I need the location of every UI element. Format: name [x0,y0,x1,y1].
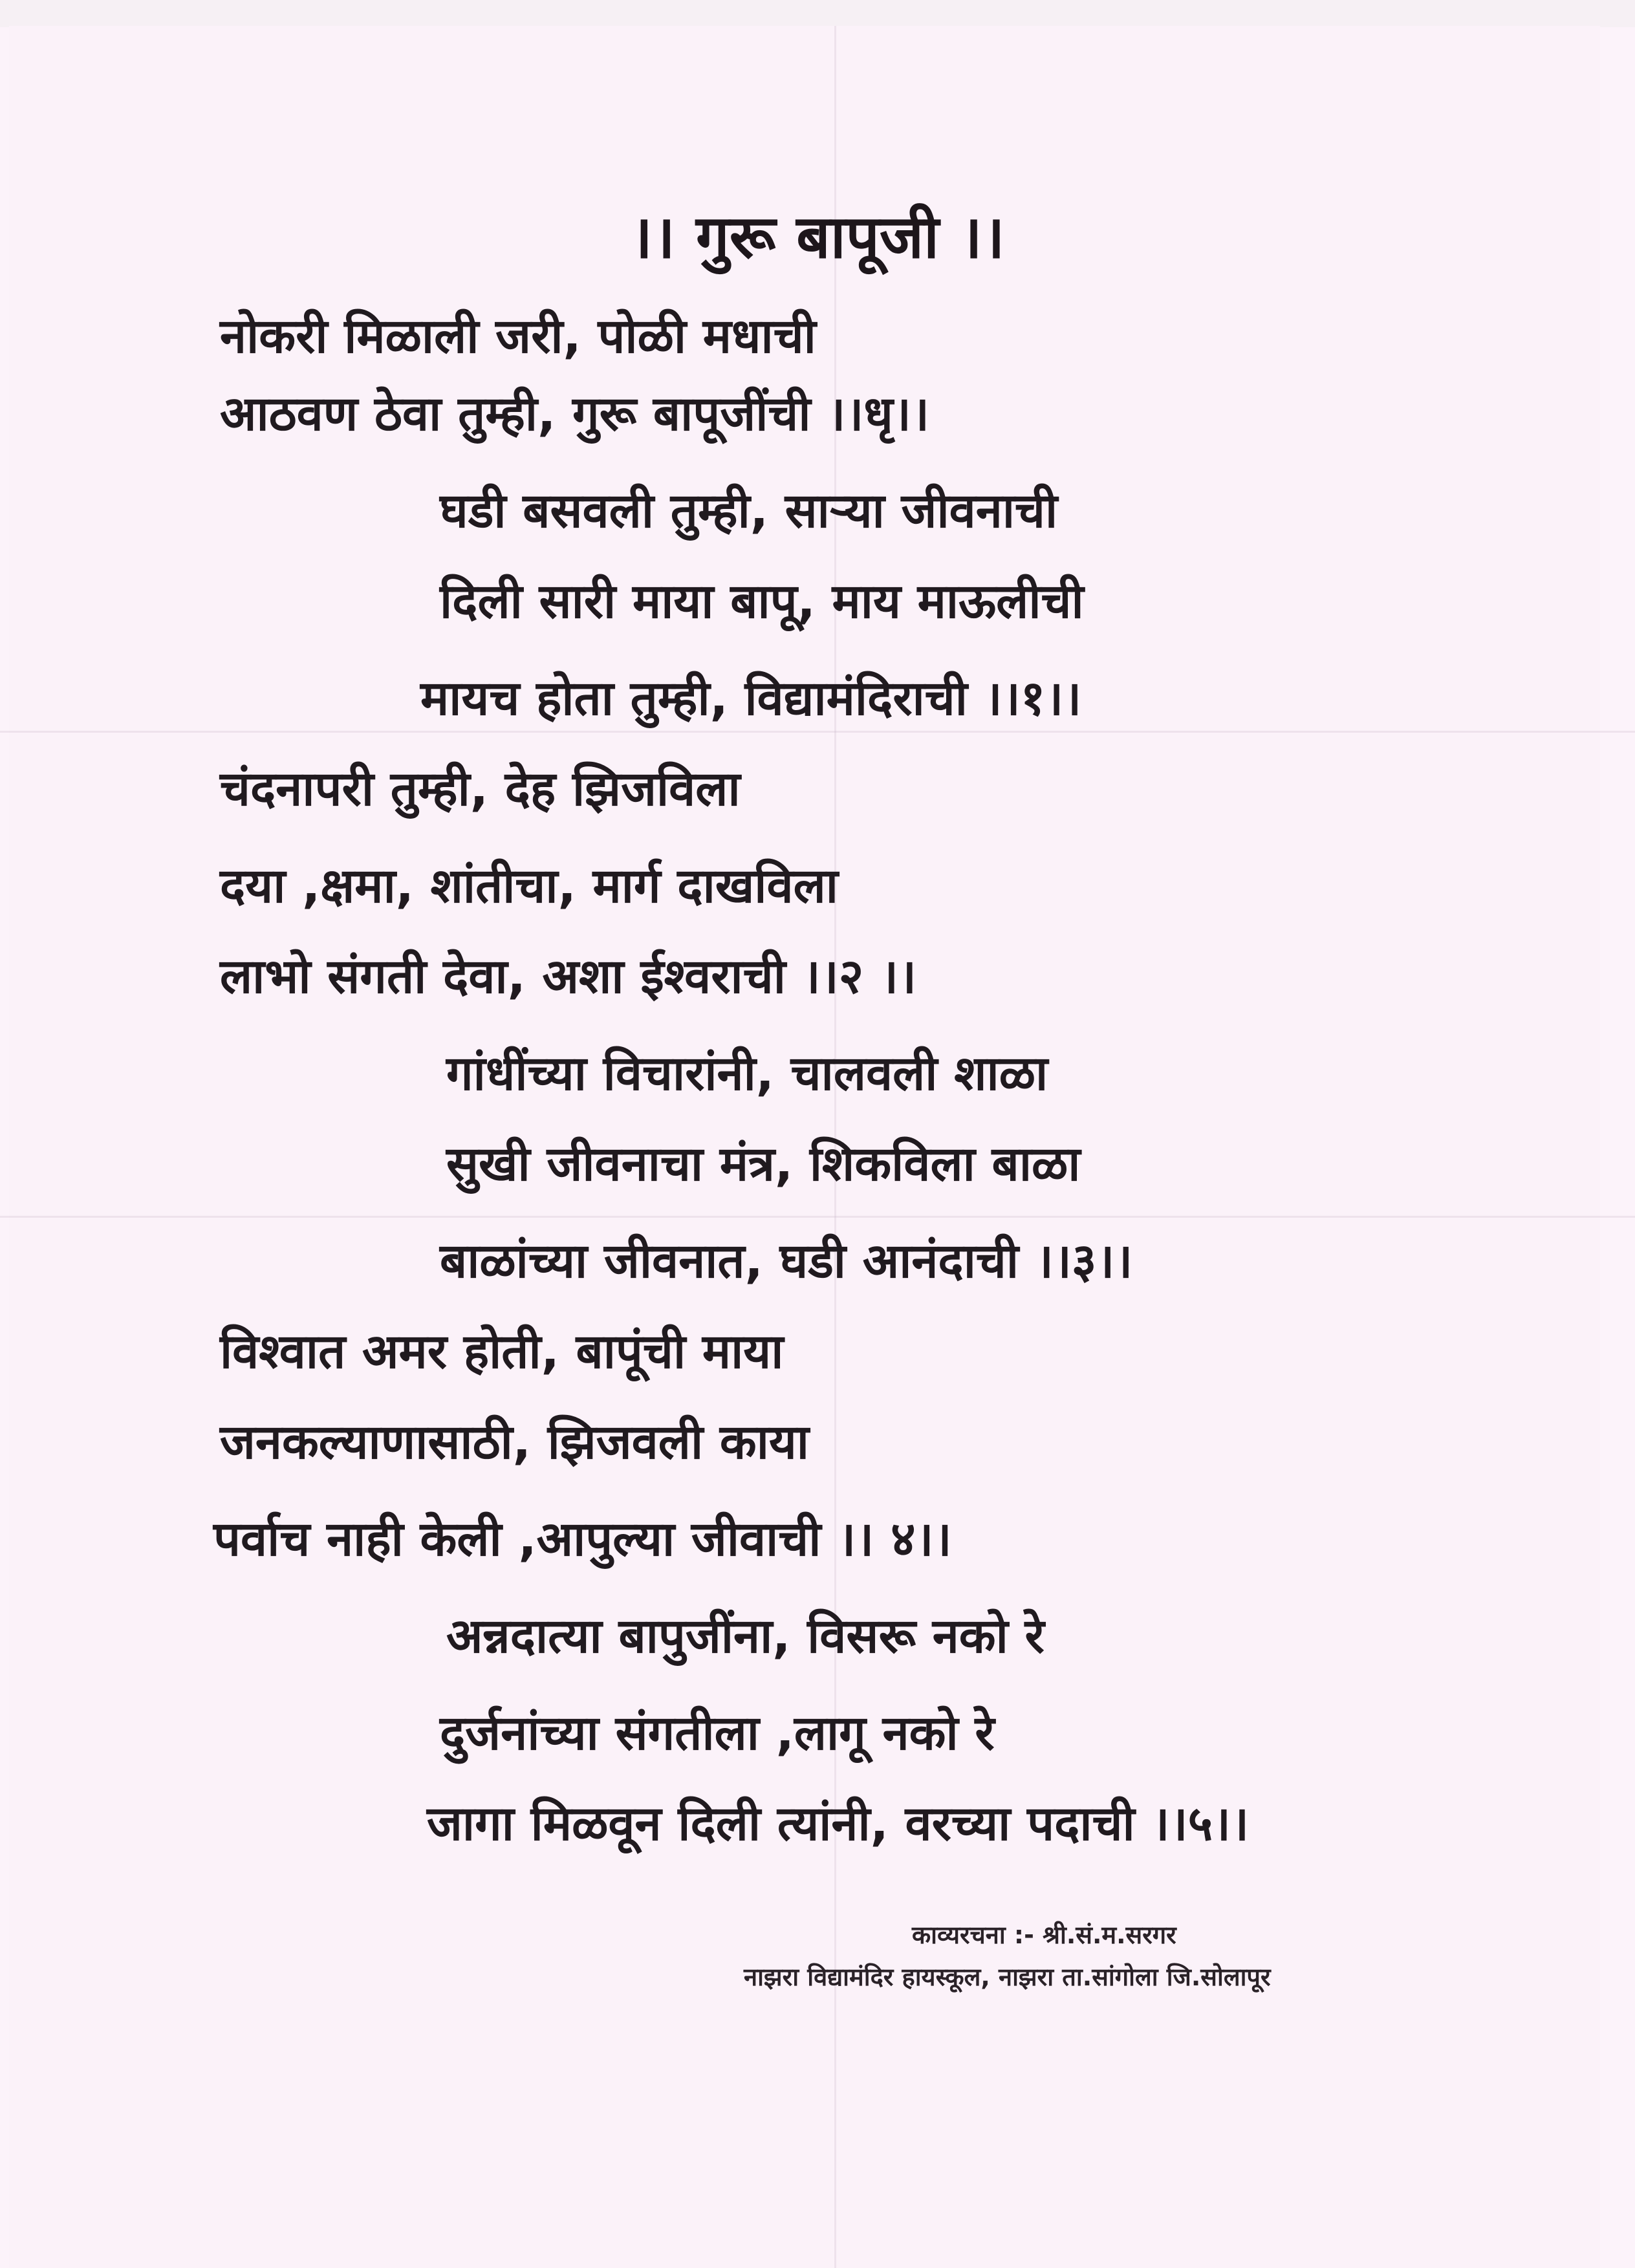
poem-line: मायच होता तुम्ही, विद्यामंदिराची ।।१।। [420,671,1082,726]
poem-line: जनकल्याणासाठी, झिजवली काया [220,1414,809,1470]
poem-line: आठवण ठेवा तुम्ही, गुरू बापूजींची ।।धृ।। [220,386,930,442]
poem-line: गांधींच्या विचारांनी, चालवली शाळा [446,1046,1048,1101]
paper-fold-horizontal [0,1216,1635,1218]
poem-line: दिली सारी माया बापू, माय माऊलीची [440,574,1084,629]
poem-line: विश्वात अमर होती, बापूंची माया [220,1324,784,1379]
scan-top-edge [0,0,1635,27]
school-credit: नाझरा विद्यामंदिर हायस्कूल, नाझरा ता.सांगोला जि.सोलापूर [744,1963,1271,1991]
poem-line: नोकरी मिळाली जरी, पोळी मधाची [220,308,816,364]
author-credit: काव्यरचना :- श्री.सं.म.सरगर [912,1921,1176,1949]
poem-line: घडी बसवली तुम्ही, साऱ्या जीवनाची [440,483,1058,539]
poem-line: बाळांच्या जीवनात, घडी आनंदाची ।।३।। [440,1233,1133,1289]
paper-fold-horizontal [0,731,1635,733]
poem-line: पर्वाच नाही केली ,आपुल्या जीवाची ।। ४।। [213,1511,952,1567]
poem-line: लाभो संगती देवा, अशा ईश्वराची ।।२ ।। [220,949,917,1004]
poem-line: दुर्जनांच्या संगतीला ,लागू नको रे [440,1705,995,1761]
poem-line: चंदनापरी तुम्ही, देह झिजविला [220,761,741,817]
poem-title: ।। गुरू बापूजी ।। [630,202,1005,272]
poem-line: सुखी जीवनाचा मंत्र, शिकविला बाळा [446,1136,1081,1192]
poem-line: अन्नदात्या बापुजींना, विसरू नको रे [446,1608,1045,1664]
poem-line: दया ,क्षमा, शांतीचा, मार्ग दाखविला [220,858,838,914]
poem-line: जागा मिळवून दिली त्यांनी, वरच्या पदाची ।।५।। [427,1796,1250,1852]
